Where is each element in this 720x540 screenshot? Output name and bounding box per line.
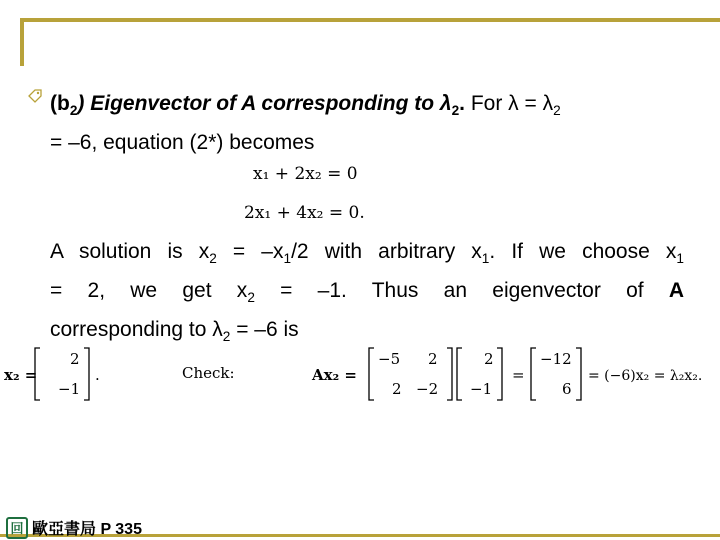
r1: −12 <box>540 350 572 368</box>
ax2-label: Ax₂ = <box>312 366 357 384</box>
v2: −1 <box>470 380 493 398</box>
vec-bot: −1 <box>58 380 81 398</box>
matrix-check-row <box>0 340 720 410</box>
equation-2: 2x₁ + 4x₂ = 0. <box>244 203 365 223</box>
r2: 6 <box>562 380 572 398</box>
heading-line2: = –6, equation (2*) becomes <box>50 131 315 155</box>
a11: −5 <box>378 350 401 368</box>
heading-paragraph: $(b_2)$ Eigenvector of A corresponding to $\lambda_2$. For $\lambda = \lambda_2$ = –6, equation (2*) becomes <box>50 92 561 155</box>
vec-period: . <box>95 366 100 384</box>
frame-top-line <box>20 18 720 22</box>
solution-paragraph: A solution is $x_2 = -x_1/2$ with arbitrary $x_1$. If we choose $x_1$ = 2, we get $x_2 = -1$. Thus an eigenvector of A corresponding to $\lambda_2 = -6$ is <box>50 240 685 345</box>
check-label: Check: <box>182 364 235 382</box>
a21: 2 <box>392 380 402 398</box>
vec-top: 2 <box>70 350 80 368</box>
result-text: = (−6)x₂ = λ₂x₂. <box>588 368 703 384</box>
a12: 2 <box>428 350 438 368</box>
frame-left-line <box>20 18 24 66</box>
footer-text: 歐亞書局 P 335 <box>32 521 142 538</box>
x2-label: x₂ = <box>4 366 38 384</box>
tag-bullet-icon <box>28 89 42 103</box>
publisher-logo-icon: 回 <box>6 517 28 539</box>
equation-1: x₁ + 2x₂ = 0 <box>253 164 358 184</box>
v1: 2 <box>484 350 494 368</box>
a22: −2 <box>416 380 439 398</box>
footer <box>6 516 142 539</box>
equals-sign: = <box>512 366 525 384</box>
